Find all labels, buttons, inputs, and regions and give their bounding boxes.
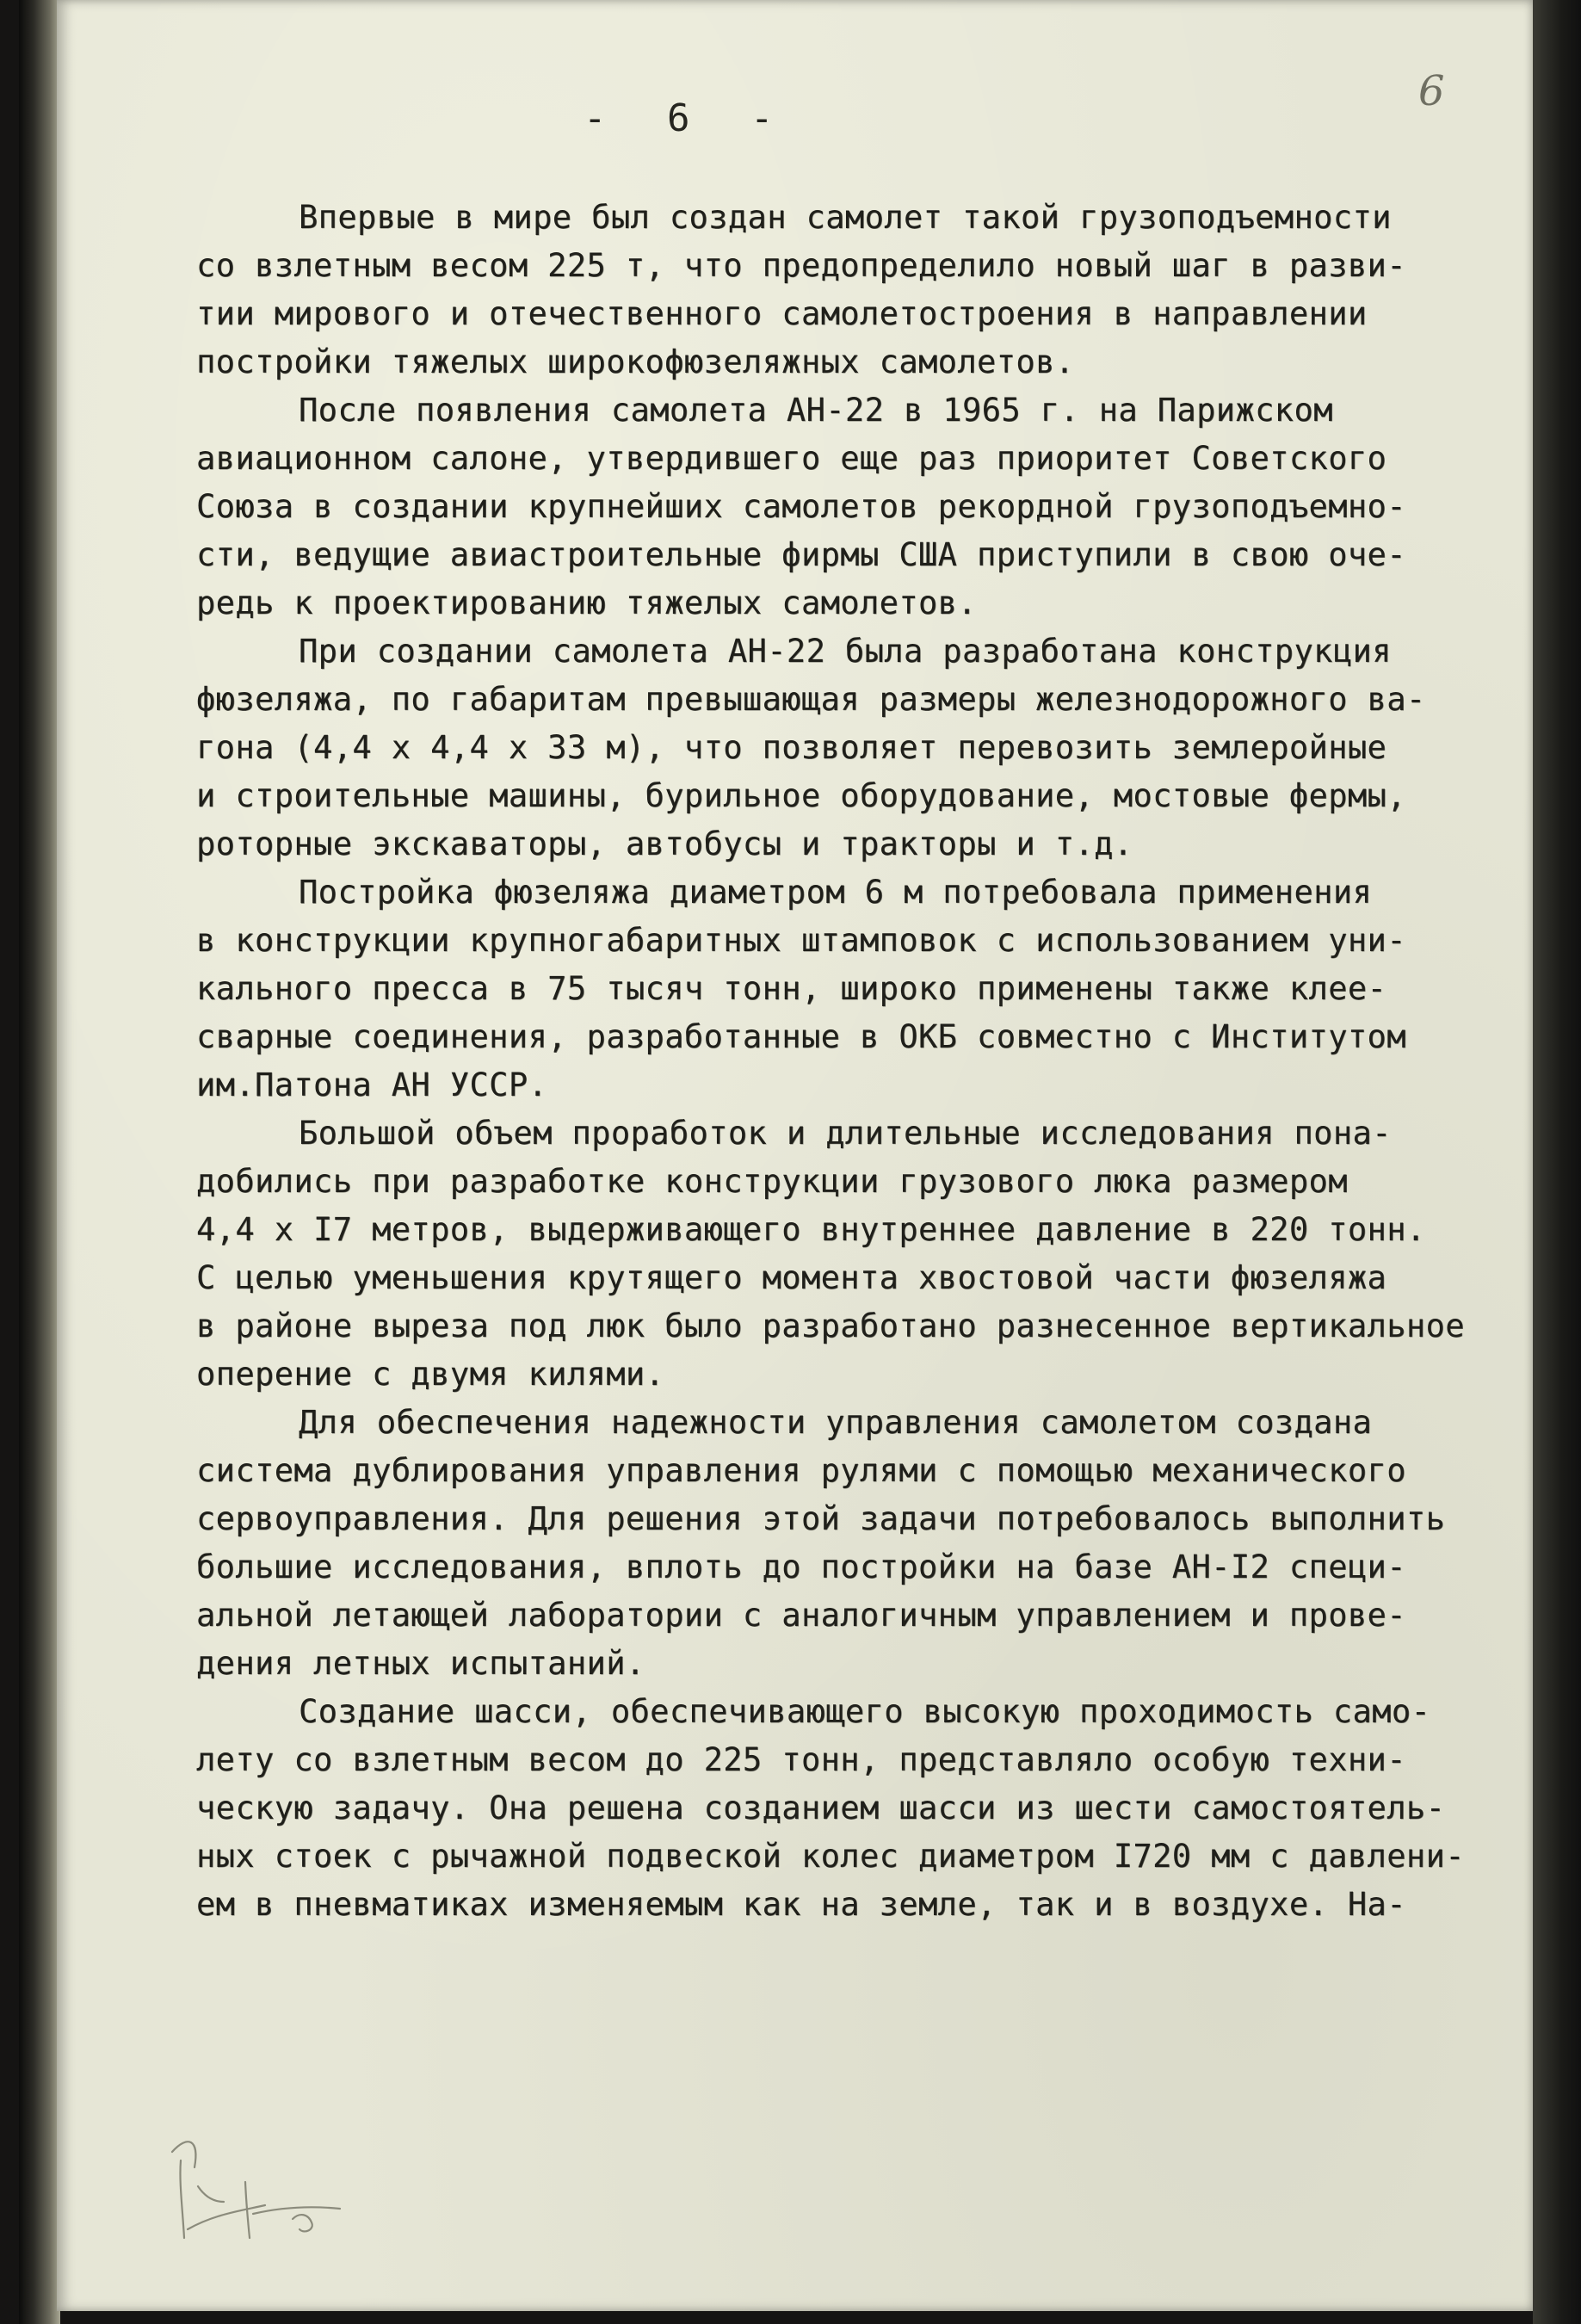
signature-scribble: [164, 2100, 370, 2264]
text-line: добились при разработке конструкции грузового люка размером: [196, 1163, 1348, 1200]
scan-border-right: [1533, 0, 1581, 2324]
text-line: им.Патона АН УССР.: [196, 1066, 548, 1103]
text-line: ческую задачу. Она решена созданием шасси из шести самостоятель-: [196, 1789, 1446, 1826]
paragraph-first-line: Впервые в мире был создан самолет такой грузоподъемности: [299, 199, 1392, 236]
text-line: оперение с двумя килями.: [196, 1356, 665, 1393]
document-body: [196, 194, 1504, 1929]
text-line: сварные соединения, разработанные в ОКБ совместно с Институтом: [196, 1018, 1406, 1055]
text-line: лету со взлетным весом до 225 тонн, представляло особую техни-: [196, 1741, 1406, 1778]
text-line: кального пресса в 75 тысяч тонн, широко применены также клее-: [196, 970, 1387, 1007]
text-line: сервоуправления. Для решения этой задачи потребовалось выполнить: [196, 1500, 1446, 1537]
paragraph-first-line: Большой объем проработок и длительные исследования пона-: [299, 1115, 1392, 1152]
text-line: постройки тяжелых широкофюзеляжных самолетов.: [196, 343, 1075, 380]
text-line: редь к проектированию тяжелых самолетов.: [196, 584, 978, 621]
paragraph-first-line: Создание шасси, обеспечивающего высокую проходимость само-: [299, 1693, 1431, 1730]
page-number: - 6 -: [584, 96, 793, 140]
folio-mark: 6: [1418, 67, 1445, 115]
text-line: в районе выреза под люк было разработано разнесенное вертикальное: [196, 1307, 1465, 1344]
paragraph-first-line: Для обеспечения надежности управления самолетом создана: [299, 1404, 1373, 1441]
text-line: сти, ведущие авиастроительные фирмы США приступили в свою оче-: [196, 536, 1406, 573]
text-line: в конструкции крупногабаритных штамповок с использованием уни-: [196, 922, 1406, 959]
text-line: Союза в создании крупнейших самолетов рекордной грузоподъемно-: [196, 488, 1406, 525]
text-line: С целью уменьшения крутящего момента хвостовой части фюзеляжа: [196, 1259, 1387, 1296]
text-line: ных стоек с рычажной подвеской колес диаметром I720 мм с давлени-: [196, 1838, 1465, 1875]
text-line: система дублирования управления рулями с помощью механического: [196, 1452, 1406, 1489]
text-line: роторные экскаваторы, автобусы и тракторы и т.д.: [196, 825, 1133, 862]
text-line: дения летных испытаний.: [196, 1645, 645, 1682]
text-line: альной летающей лаборатории с аналогичным управлением и прове-: [196, 1597, 1406, 1634]
binding-edge: [19, 0, 60, 2324]
text-line: авиационном салоне, утвердившего еще раз приоритет Советского: [196, 440, 1387, 477]
paragraph-first-line: Постройка фюзеляжа диаметром 6 м потребовала применения: [299, 874, 1373, 911]
text-line: и строительные машины, бурильное оборудование, мостовые фермы,: [196, 777, 1406, 814]
text-line: ем в пневматиках изменяемым как на земле, так и в воздухе. На-: [196, 1886, 1406, 1923]
paragraph-first-line: При создании самолета АН-22 была разработана конструкция: [299, 633, 1392, 670]
text-line: гона (4,4 х 4,4 х 33 м), что позволяет перевозить землеройные: [196, 729, 1387, 766]
text-line: тии мирового и отечественного самолетостроения в направлении: [196, 295, 1368, 332]
text-line: фюзеляжа, по габаритам превышающая размеры железнодорожного ва-: [196, 681, 1426, 718]
paragraph-first-line: После появления самолета АН-22 в 1965 г. на Парижском: [299, 392, 1333, 429]
text-line: со взлетным весом 225 т, что предопределило новый шаг в разви-: [196, 247, 1406, 284]
text-line: 4,4 х I7 метров, выдерживающего внутреннее давление в 220 тонн.: [196, 1211, 1426, 1248]
text-line: большие исследования, вплоть до постройки на базе АН-I2 специ-: [196, 1548, 1406, 1585]
